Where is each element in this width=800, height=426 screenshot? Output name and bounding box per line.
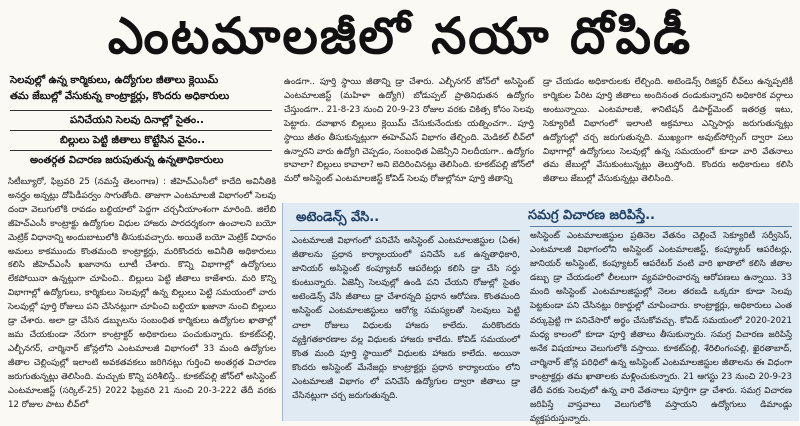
divider [530,226,792,227]
divider [10,110,272,111]
subhead-3: పనిచేయని సెలవు దినాల్లో సైతం.. [70,115,204,126]
box-column-2 [530,229,792,425]
subhead-1: సెలవుల్లో ఉన్న కార్మికులు, ఉద్యోగుల జీతాలు క్లెయిమ్ [10,75,219,86]
box-text: ఎంటమాలజీ విభాగంలో పనిచేసే అసిస్టెంట్ ఎంటమాలజిస్టుల (ఏఈ) జీతాలను ప్రధాన కార్యాలయంలో పనిచేసే ఒక ఉన్నతాధికారి, జానియర్ అసిస్టెంట్ కంప్యూటర్ ఆపరేటర్లు కలిసి డ్రా చేసి సర్దు కుంటున్నారు. ఏజెన్సీ సెలవుల్లో ఉండి పని చేయని రోజుల్లో సైతం అటెండెన్స్ వేసి జీతాలు డ్రా చేశారన్నది ప్రధాన ఆరోపణ. కొంతమంది అసిస్టెంట్ ఎంటమాలజిస్టులు ఆరోగ్య సమస్యలతో సెలవులు పెట్టి చాలా రోజులు విధులకు హాజరు కాలేదు. మరికొందరు వ్యక్తిగతకారణాల వల్ల విధులకు హాజరు కాలేదు. కోవిడ్ సమయంలో కొంత మంది పూర్తి స్థాయిలో విధులకు హాజరు కాలేదు. అయినా కొందరు అసిస్టెంట్ మేనేజర్లు కాంట్రాక్టర్లు ప్రధాన కార్యాలయం లోని ఎంటమాలజీ విభాగం లో పనిచేసే ఉద్యోగుల ద్వారా జీతాలు డ్రా చేసినట్లుగా చర్చ జరుగుతున్నది. [292,236,520,402]
article-text: డ్రా చేయడం అధికారులకు లేల్చింది. అటెండెన్స్ రిజిస్టర్ లీవ్‌లు ఉన్నప్పటికీ కార్మికుల పేరిట పూర్తి జీతాలు అందినంత దండుకున్నారని అధికారిక వర్గాలు అంటున్నాయి. ఎంటమాలజీ, శానిటేషన్ డిపార్ట్‌మెంట్ ఇతరత్ర ఇటు, సెక్యూరిటీ విభాగంలో ఇలాంటి అక్రమాలు ఎన్నిసార్లు జరుగుతున్నట్లు ఉద్యోగుల్లో చర్చ జరుగుతున్నది. ముఖ్యంగా అవుట్‌సోర్సింగ్ ద్వారా పలు విభాగాల్లో ఉద్యోగులు సెలవుల్లో ఉన్న సమయంలో కూడా వారి వేతనాలు తమ జేబుల్లో వేసుకుంటున్నట్లు తెలుస్తోంది. కొందరు అధికారులు కలిసి జీతాలు జేబుల్లో వేసుకున్నట్లు తెలిసింది. [543,77,793,185]
box-title-1: అటెండెన్స్ వేసి.. [296,210,380,225]
box-text: అసిస్టెంట్ ఎంటమాలజిస్టుల ప్రతినెల వేతనం చెల్లించే సెక్యూరిటీ సర్వీసెస్, ఎంటమాలజీ విభాగంలోని అసిస్టెంట్ ఎంటమాలజిస్ట్, కంప్యూటర్ ఆపరేటర్లు, జానియర్ అసిస్టెంట్, కంప్యూటర్ ఆపరేటర్ వంటి వారి ఖాతాలో కలిసి జీతాల డబ్బు డ్రా చేయడంలో లీలలుగా వ్యవహరించారన్న ఆరోపణలు ఉన్నాయి. 33 మంది అసిస్టెంట్ ఎంటమాలజిస్టుల్లో నెలల తరబడి ఒక్కరూ కూడా సెలవు పెట్టకుండా పని చేసినట్లు రికార్డుల్లో చూపించారు. కాంట్రాక్టర్లు, అధికారులు ఎంత వర్కుప్రెట్టి గా పనిచేసారో అర్థం చేసుకోవచ్చు. కోవిడ్ సమయంలో 2020-2021 మధ్య కాలంలో కూడా పూర్తి జీతాలు తీసుకున్నారు. సమగ్ర విచారణ జరిపిస్తే అనేక విషయాలు వెలుగులోకి వస్తాయి. కూకట్‌పల్లి, శేరిలింగంపల్లి, ఖైరతాబాద్, చార్మినార్ జోన్ల పరిధిలో ఉన్న అసిస్టెంట్ ఎంటమాలజిస్టుల జీతాలను ఈ విధంగా కాంట్రాక్టర్లు తమ ఖాతాలకు మళ్లించుకున్నారు. 21 ఆగస్టు 23 నుంచి 20-9-23 తేదీ వరకు సెలవులో ఉన్న వారి వేతనాలు పూర్తిగా డ్రా చేశారు. సమగ్ర విచారణ జరిపిస్తే వాస్తవాలు వెలుగులోకి వస్తాయని ఉద్యోగులు డిమాండ్లు వ్యక్తపరుస్తున్నారు. [530,231,792,425]
article-text: ఉండగా.. పూర్తి స్థాయి జీతాన్ని డ్రా చేశారు. ఎల్బీనగర్ జోన్‌లో అసిస్టెంట్ ఎంటమాలజిస్ట్ (మహిళా ఉద్యోగి) బోడుప్పల్ ప్రాతినిధుతన ఉద్యోగం చేస్తుండగా.. 21-8-23 నుంచి 20-9-23 రోజుల వరకు చికిత్స కోసం సెలవు పెట్టారు. దవాఖాన బిల్లులు క్లెయిమ్ చేసుకునేందుకు యత్నించగా.. పూర్తి స్థాయి జీతం తీసుకున్నట్లుగా ఈహెచ్ఎస్ విభాగం తేల్చింది. మెడికల్ లీవ్‌లో ఉన్నారని వారు ఉద్యోగి చెప్పడం, సంబంధిత ఏజెన్సీని నిలదీయగా.. ఉద్యోగం కావాలా? బిల్లులు కావాలా? అని బెదిరించినట్లు తెలిసింది. కూకట్‌పల్లి జోన్‌లో మరో అసిస్టెంట్ ఎంటమాలజిస్ట్ కోవిడ్ సెలవు రోజుల్లోనూ పూర్తి జీతాన్ని [284,77,534,185]
article-text: సిటీబ్యూరో, ఫిబ్రవరి 25 (నమస్తే తెలంగాణ) : జీహెచ్ఎంసీలో కాదేది అవినీతికి అనర్హం అన్నట్లు దోపిడీపర్వం సాగుతోంది. తాజాగా ఎంటమాలజీ విభాగంలో సెలవు దందా వెలుగులోకి రావడం బల్దియాలో పెద్దగా చర్చనీయాంశంగా మారింది. జిలేబి జీహెచ్ఎంసీ కాంట్రాక్టు ఉద్యోగుల విధుల హాజరు పారదర్శకంగా ఉంచాలని బయో మెట్రిక్ విధానాన్ని అందుబాటులోకి తీసుకువచ్చారు. అయితే బయో మెట్రిక్ విధానం అమలు కాకముందు కొంతమంది కాంట్రాక్టర్లు, మరికొందరు అవినీతి అధికారులు కలిసి జీహెచ్ఎంసీ ఖజానాను లూటీ చేశారు. కొన్ని విభాగాల్లో ఉద్యోగులు లేకపోయినా ఉన్నట్లుగా చూపించి.. బిల్లులు పెట్టి జీతాలు కాజేశారు. మరి కొన్ని విభాగాల్లో ఉద్యోగులు, కార్మికులు సెలవుల్లో ఉన్న బిల్లులు పెట్టి సమయంలో వారు సెలవుల్లో పూర్తి రోజులు పని చేసినట్లుగా చూపించి బల్దియా ఖజానా నుంచి బిల్లులు డ్రా చేశారు. అలా డ్రా చేసిన డబ్బులను సంబంధిత కార్మికులు ఉద్యోగుల ఖాతాల్లో జమ చేయకుండా నేరుగా కాంట్రాక్టర్ అధికారులు పంచుకున్నారు. కూకట్‌పల్లి, ఎల్బీనగర్, చార్మినార్ జోన్లలోని ఎంటమాలజీ విభాగంలో 33 మంది ఉద్యోగుల జీతాల చెల్లింపుల్లో ఇలాంటి అవకతవకలు జరిగినట్లు గుర్తించి అంతర్గత విచారణ జరుగుతున్నట్లు తెలిసింది. మచ్చుకు కొన్ని పరిశీలిస్తే.. కూకట్‌పల్లి జోన్‌లో అసిస్టెంట్ ఎంటమాలజిస్ట్ (సర్కిల్-25) 2022 ఫిబ్రవరి 21 నుంచి 20-3-222 తేదీ వరకు 12 రోజుల పాటు లీవ్‌లో [8,177,276,410]
subhead-5: అంతర్గత విచారణ జరుపుతున్న ఉన్నతాధికారులు [30,155,224,166]
article-column-1 [8,176,276,421]
divider [10,130,272,131]
divider [10,150,272,151]
subhead-4: బిల్లులు పెట్టి జీతాలు కొట్టేసిన వైనం.. [60,135,205,146]
divider [290,230,520,231]
article-column-3 [543,76,793,200]
box-title-2: సమగ్ర విచారణ జరిపిస్తే.. [528,208,655,223]
article-column-2 [284,76,534,200]
headline: ఎంటమాలజీలో నయా దోపిడీ [107,7,693,65]
box-column-1 [292,234,520,418]
subhead-2: తమ జేబుల్లో వేసుకున్న కాంట్రాక్టర్లు, కొందరు అధికారులు [10,91,230,102]
